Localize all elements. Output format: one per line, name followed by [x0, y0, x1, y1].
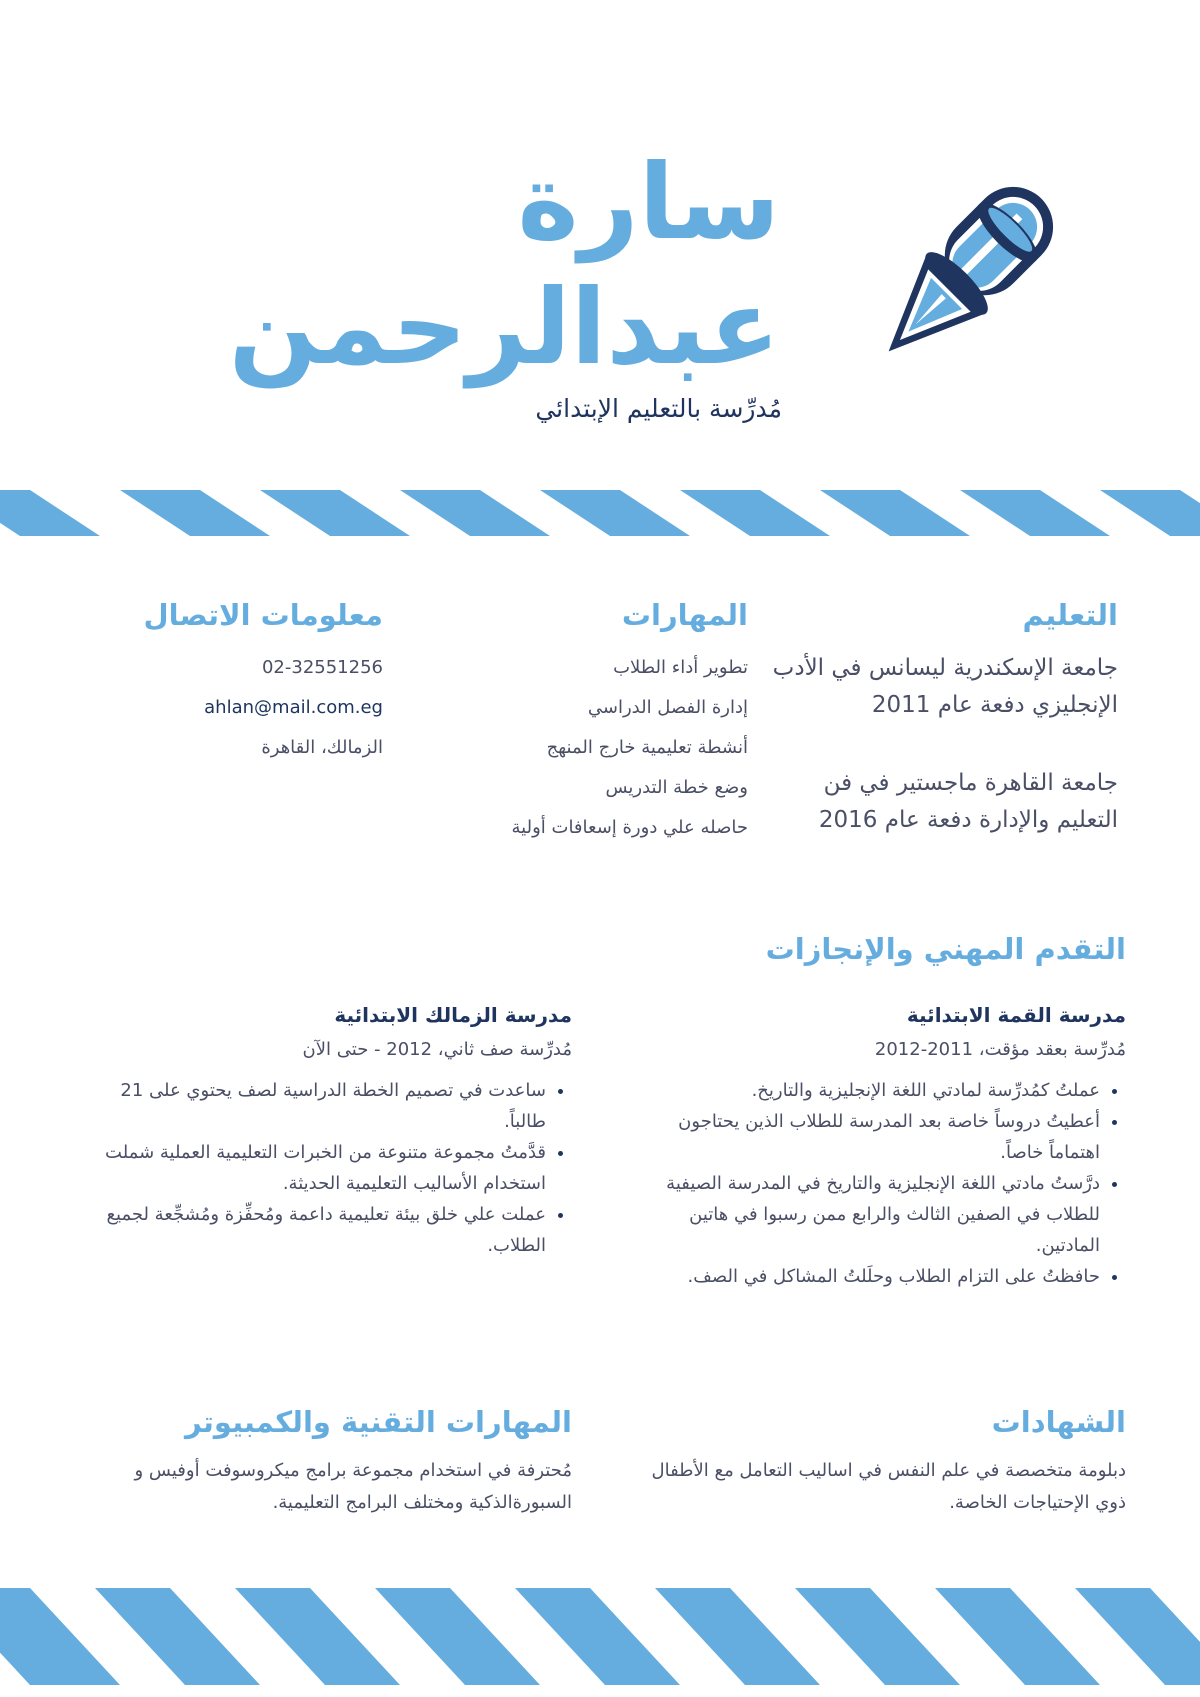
achievement-item: • عملتُ كمُدرِّسة لمادتي اللغة الإنجليزية والتاريخ. [636, 1076, 1100, 1107]
job-school: مدرسة القمة الابتدائية [906, 1003, 1126, 1027]
job-achievements [636, 1076, 1126, 1293]
achievement-item: • عملت علي خلق بيئة تعليمية داعمة ومُحفِّزة ومُشجِّعة لجميع الطلاب. [82, 1200, 546, 1262]
decorative-stripes-bottom [0, 1588, 1200, 1685]
certificates-section [636, 1405, 1126, 1519]
skills-section [408, 598, 748, 848]
job-achievements [82, 1076, 572, 1262]
achievement-item: • قدَّمتُ مجموعة متنوعة من الخبرات التعليمية العملية شملت استخدام الأساليب التعليمية الحديثة. [82, 1138, 546, 1200]
achievement-item: • ساعدت في تصميم الخطة الدراسية لصف يحتوي على 21 طالباً. [82, 1076, 546, 1138]
education-heading: التعليم [1022, 598, 1118, 632]
skills-list [408, 648, 748, 848]
skill-item: أنشطة تعليمية خارج المنهج [546, 736, 748, 758]
education-section [758, 598, 1118, 839]
achievement-item: • درَّستُ مادتي اللغة الإنجليزية والتاريخ في المدرسة الصيفية للطلاب في الصفين الثالث والرابع ممن رسبوا في هاتين المادتين. [636, 1169, 1100, 1262]
education-entry: جامعة الإسكندرية ليسانس في الأدب الإنجليزي دفعة عام 2011 [772, 655, 1118, 719]
certificates-text: دبلومة متخصصة في علم النفس في اساليب التعامل مع الأطفال ذوي الإحتياجات الخاصة. [651, 1460, 1126, 1514]
skill-item: وضع خطة التدريس [605, 776, 748, 798]
job-role: مُدرِّسة بعقد مؤقت، 2011-2012 [874, 1039, 1126, 1060]
job-school: مدرسة الزمالك الابتدائية [334, 1003, 572, 1027]
experience-heading: التقدم المهني والإنجازات [765, 932, 1126, 966]
contact-address: الزمالك، القاهرة [261, 736, 383, 758]
pencil-icon [850, 160, 1080, 390]
decorative-stripes-top [0, 490, 1200, 536]
tech-skills-heading: المهارات التقنية والكمبيوتر [184, 1405, 572, 1439]
skills-heading: المهارات [621, 598, 748, 632]
achievement-item: • حافظتُ على التزام الطلاب وحلَلتُ المشاكل في الصف. [636, 1262, 1100, 1293]
contact-section [63, 598, 383, 768]
achievement-item: • أعطيتُ دروساً خاصة بعد المدرسة للطلاب الذين يحتاجون اهتماماً خاصاً. [636, 1107, 1100, 1169]
tech-skills-text: مُحترفة في استخدام مجموعة برامج ميكروسوفت أوفيس و السبورةالذكية ومختلف البرامج التعليمية. [134, 1460, 572, 1514]
job-role: مُدرِّسة صف ثاني، 2012 - حتى الآن [302, 1039, 572, 1060]
contact-email[interactable]: ahlan@mail.com.eg [204, 696, 383, 718]
contact-phone: 02-32551256 [261, 657, 383, 678]
contact-list [63, 648, 383, 768]
job-entry [636, 1003, 1126, 1293]
skill-item: تطوير أداء الطلاب [613, 657, 748, 678]
job-subtitle: مُدرِّسة بالتعليم الإبتدائي [535, 394, 782, 423]
certificates-heading: الشهادات [991, 1405, 1126, 1439]
skill-item: حاصله علي دورة إسعافات أولية [511, 816, 748, 838]
skill-item: إدارة الفصل الدراسي [587, 696, 748, 718]
education-entry: جامعة القاهرة ماجستير في فن التعليم والإدارة دفعة عام 2016 [818, 769, 1118, 833]
job-entry [82, 1003, 572, 1262]
tech-skills-section [82, 1405, 572, 1519]
contact-heading: معلومات الاتصال [143, 598, 383, 632]
full-name: سارة عبدالرحمن [228, 141, 780, 388]
